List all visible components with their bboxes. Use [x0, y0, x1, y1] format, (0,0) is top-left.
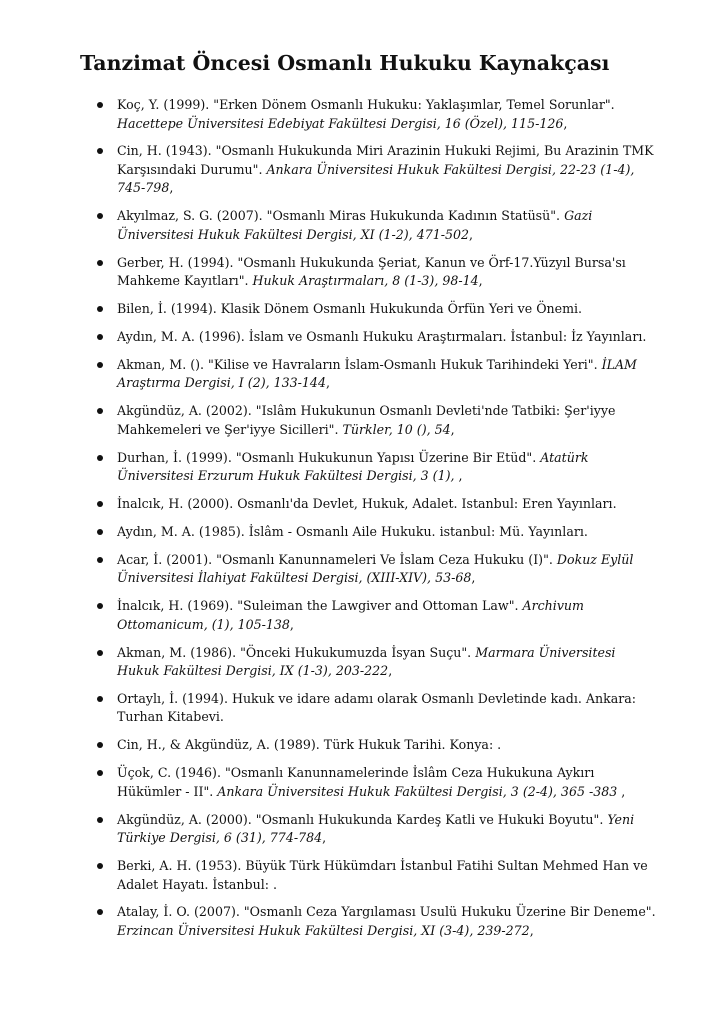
bullet-icon	[97, 909, 103, 915]
reference-text: Atalay, İ. O. (2007). "Osmanlı Ceza Yargılaması Usulü Hukuku Üzerine Bir Deneme".	[117, 904, 656, 920]
reference-tail: ,	[621, 783, 626, 799]
bullet-icon	[97, 817, 103, 823]
reference-source: Erzincan Üniversitesi Hukuk Fakültesi Dergisi, XI (3-4), 239-272	[117, 922, 530, 938]
reference-text: Berki, A. H. (1953). Büyük Türk Hükümdarı İstanbul Fatihi Sultan Mehmed Han ve Adalet Hayatı. İstanbul: .	[117, 858, 648, 892]
reference-tail: ,	[322, 830, 327, 846]
reference-tail: ,	[458, 468, 463, 484]
bullet-icon	[97, 148, 103, 154]
reference-tail: ,	[471, 570, 476, 586]
reference-text: Üçok, C. (1946). "Osmanlı Kanunnamelerinde İslâm Ceza Hukukuna Aykırı Hükümler - II".	[117, 765, 595, 799]
reference-text: Koç, Y. (1999). "Erken Dönem Osmanlı Hukuku: Yaklaşımlar, Temel Sorunlar".	[117, 97, 615, 112]
bullet-icon	[97, 408, 103, 414]
reference-tail: ,	[563, 115, 568, 131]
reference-source: Türkler, 10 (), 54	[342, 421, 451, 437]
reference-item	[97, 597, 657, 634]
reference-item	[97, 300, 657, 319]
reference-source: Archivum Ottomanicum, (1), 105-138	[117, 598, 584, 632]
reference-tail: ,	[478, 273, 483, 289]
bullet-icon	[97, 334, 103, 340]
reference-source: Ankara Üniversitesi Hukuk Fakültesi Dergisi, 22-23 (1-4), 745-798	[117, 161, 635, 196]
reference-source: İLAM Araştırma Dergisi, I (2), 133-144	[117, 356, 637, 391]
bullet-icon	[97, 650, 103, 656]
reference-item	[97, 551, 657, 588]
reference-text: Ortaylı, İ. (1994). Hukuk ve idare adamı olarak Osmanlı Devletinde kadı. Ankara: Turhan Kitabevi.	[117, 690, 637, 725]
reference-source: Ankara Üniversitesi Hukuk Fakültesi Dergisi, 3 (2-4), 365 -383	[217, 783, 622, 799]
bullet-icon	[97, 742, 103, 748]
reference-text: Akman, M. (1986). "Önceki Hukukumuzda İsyan Suçu".	[117, 644, 476, 660]
bullet-icon	[97, 501, 103, 507]
reference-source: Hukuk Araştırmaları, 8 (1-3), 98-14	[252, 273, 479, 289]
reference-item	[97, 857, 657, 894]
reference-text: Durhan, İ. (1999). "Osmanlı Hukukunun Yapısı Üzerine Bir Etüd".	[117, 449, 541, 465]
bullet-icon	[97, 213, 103, 219]
reference-item	[97, 811, 657, 848]
reference-tail: ,	[289, 616, 294, 632]
bullet-icon	[97, 306, 103, 312]
reference-text: Cin, H., & Akgündüz, A. (1989). Türk Hukuk Tarihi. Konya: .	[117, 737, 502, 753]
reference-source: Atatürk Üniversitesi Erzurum Hukuk Fakültesi Dergisi, 3 (1),	[117, 449, 589, 484]
reference-item	[97, 254, 657, 291]
reference-item	[97, 402, 657, 439]
reference-item	[97, 764, 657, 801]
reference-tail: ,	[388, 663, 393, 679]
reference-source: Hacettepe Üniversitesi Edebiyat Fakültesi Dergisi, 16 (Özel), 115-126	[117, 115, 564, 131]
bullet-icon	[97, 863, 103, 869]
reference-text: Akman, M. (). "Kilise ve Havraların İslam-Osmanlı Hukuk Tarihindeki Yeri".	[117, 356, 602, 372]
bullet-icon	[97, 770, 103, 776]
reference-text: Akgündüz, A. (2000). "Osmanlı Hukukunda Kardeş Katli ve Hukuki Boyutu".	[117, 811, 608, 827]
reference-item	[97, 328, 657, 347]
reference-tail: ,	[469, 226, 474, 242]
reference-item	[97, 736, 657, 755]
bullet-icon	[97, 696, 103, 702]
reference-text: Akgündüz, A. (2002). "Islâm Hukukunun Osmanlı Devleti'nde Tatbiki: Şer'iyye Mahkemeleri ve Şer'iyye Sicilleri".	[117, 403, 616, 437]
reference-item	[97, 96, 657, 133]
reference-source: Dokuz Eylül Üniversitesi İlahiyat Fakültesi Dergisi, (XIII-XIV), 53-68	[117, 551, 634, 586]
reference-source: Yeni Türkiye Dergisi, 6 (31), 774-784	[117, 811, 635, 846]
reference-item	[97, 356, 657, 393]
bullet-icon	[97, 362, 103, 368]
reference-tail: ,	[529, 922, 534, 938]
bullet-icon	[97, 455, 103, 461]
bullet-icon	[97, 603, 103, 609]
reference-list	[97, 96, 657, 950]
bullet-icon	[97, 557, 103, 563]
reference-text: Aydın, M. A. (1985). İslâm - Osmanlı Aile Hukuku. istanbul: Mü. Yayınları.	[117, 523, 588, 539]
reference-text: Aydın, M. A. (1996). İslam ve Osmanlı Hukuku Araştırmaları. İstanbul: İz Yayınları.	[117, 328, 647, 344]
reference-source: Marmara Üniversitesi Hukuk Fakültesi Dergisi, IX (1-3), 203-222	[117, 644, 616, 679]
reference-item	[97, 690, 657, 727]
reference-item	[97, 207, 657, 244]
page-title: Tanzimat Öncesi Osmanlı Hukuku Kaynakçası	[80, 51, 610, 75]
reference-source: Gazi Üniversitesi Hukuk Fakültesi Dergisi, XI (1-2), 471-502	[117, 208, 593, 242]
reference-text: İnalcık, H. (1969). "Suleiman the Lawgiver and Ottoman Law".	[117, 598, 523, 614]
reference-text: Bilen, İ. (1994). Klasik Dönem Osmanlı Hukukunda Örfün Yeri ve Önemi.	[117, 301, 583, 317]
reference-text: Cin, H. (1943). "Osmanlı Hukukunda Miri Arazinin Hukuki Rejimi, Bu Arazinin TMK Karşısındaki Durumu".	[117, 143, 654, 177]
reference-item	[97, 903, 657, 940]
reference-item	[97, 449, 657, 486]
reference-item	[97, 644, 657, 681]
reference-tail: ,	[169, 180, 174, 196]
bullet-icon	[97, 260, 103, 266]
reference-item	[97, 495, 657, 514]
reference-text: Acar, İ. (2001). "Osmanlı Kanunnameleri Ve İslam Ceza Hukuku (I)".	[117, 551, 557, 567]
reference-item	[97, 142, 657, 198]
reference-tail: ,	[325, 375, 330, 391]
reference-text: İnalcık, H. (2000). Osmanlı'da Devlet, Hukuk, Adalet. Istanbul: Eren Yayınları.	[117, 496, 617, 512]
reference-item	[97, 523, 657, 542]
reference-tail: ,	[450, 421, 455, 437]
reference-text: Akyılmaz, S. G. (2007). "Osmanlı Miras Hukukunda Kadının Statüsü".	[117, 208, 565, 224]
bullet-icon	[97, 102, 103, 108]
reference-text: Gerber, H. (1994). "Osmanlı Hukukunda Şeriat, Kanun ve Örf-17.Yüzyıl Bursa'sı Mahkeme Kayıtları".	[117, 254, 626, 289]
bullet-icon	[97, 529, 103, 535]
